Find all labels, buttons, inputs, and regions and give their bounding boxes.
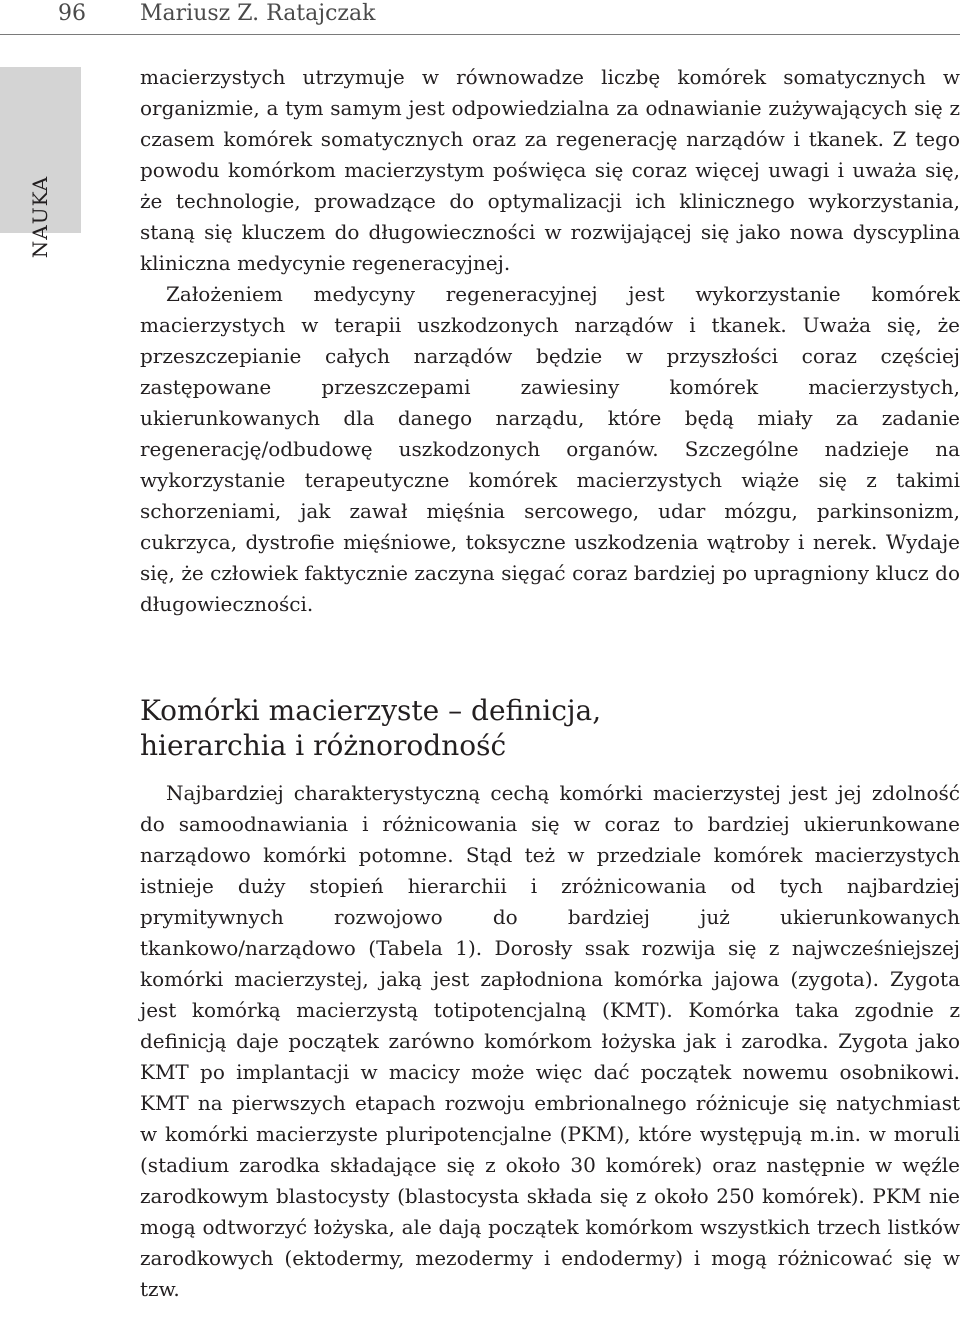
- running-head: Mariusz Z. Ratajczak: [140, 1, 376, 26]
- section-paragraph-1: Najbardziej charakterystyczną cechą komórki macierzystej jest jej zdolność do samoodnawiania i różnicowania się w coraz to bardziej ukierunkowane narządowo komórki potomne. Stąd też w przedziale komórek macierzystych istnieje duży stopień hierarchii i zróżnicowania od tych najbardziej prymitywnych rozwojowo do bardziej już ukierunkowanych tkankowo/narządowo (Tabela 1). Dorosły ssak rozwija się z najwcześniejszej komórki macierzystej, jaką jest zapłodniona komórka jajowa (zygota). Zygota jest komórką macierzystą totipotencjalną (KMT). Komórka taka zgodnie z definicją daje początek zarówno komórkom łożyska jak i zarodka. Zygota jako KMT po implantacji w macicy może więc dać początek nowemu osobnikowi. KMT na pierwszych etapach rozwoju embrionalnego różnicuje się natychmiast w komórki macierzyste pluripotencjalne (PKM), które występują m.in. w moruli (stadium zarodka składające się z około 30 komórek) oraz następnie w węźle zarodkowym blastocysty (blastocysta składa się z około 250 komórek). PKM nie mogą odtworzyć łożyska, ale dają początek komórkom wszystkich trzech listków zarodkowych (ektodermy, mezodermy i endodermy) i mogą różnicować się w tzw.: [140, 781, 960, 1301]
- body-paragraph-1: macierzystych utrzymuje w równowadze liczbę komórek somatycznych w organizmie, a tym samym jest odpowiedzialna za odnawianie zużywających się z czasem komórek somatycznych oraz za regenerację narządów i tkanek. Z tego powodu komórkom macierzystym poświęca się coraz więcej uwagi i uważa się, że technologie, prowadzące do optymalizacji ich klinicznego wykorzystania, staną się kluczem do długowieczności w rozwijającej się jako nowa dyscyplina kliniczna medycynie regeneracyjnej.: [140, 65, 960, 275]
- page-number: 96: [58, 1, 86, 26]
- section-text-block: [140, 778, 960, 1305]
- section-heading: [140, 693, 960, 763]
- section-tab: [0, 67, 81, 259]
- section-tab-label: NAUKA: [28, 175, 52, 259]
- page-header: [0, 0, 960, 35]
- body-paragraph-2: Założeniem medycyny regeneracyjnej jest wykorzystanie komórek macierzystych w terapii uszkodzonych narządów i tkanek. Uważa się, że przeszczepianie całych narządów będzie w przyszłości coraz częściej zastępowane przeszczepami zawiesiny komórek macierzystych, ukierunkowanych dla danego narządu, które będą miały za zadanie regenerację/odbudowę uszkodzonych organów. Szczególne nadzieje na wykorzystanie terapeutyczne komórek macierzystych wiąże się z takimi schorzeniami, jak zawał mięśnia sercowego, udar mózgu, parkinsonizm, cukrzyca, dystrofie mięśniowe, toksyczne uszkodzenia wątroby i nerek. Wydaje się, że człowiek faktycznie zaczyna sięgać coraz bardziej po upragniony klucz do długowieczności.: [140, 282, 960, 616]
- section-heading-line-1: Komórki macierzyste – definicja,: [140, 694, 602, 727]
- intro-text-block: [140, 62, 960, 620]
- section-heading-line-2: hierarchia i różnorodność: [140, 729, 507, 762]
